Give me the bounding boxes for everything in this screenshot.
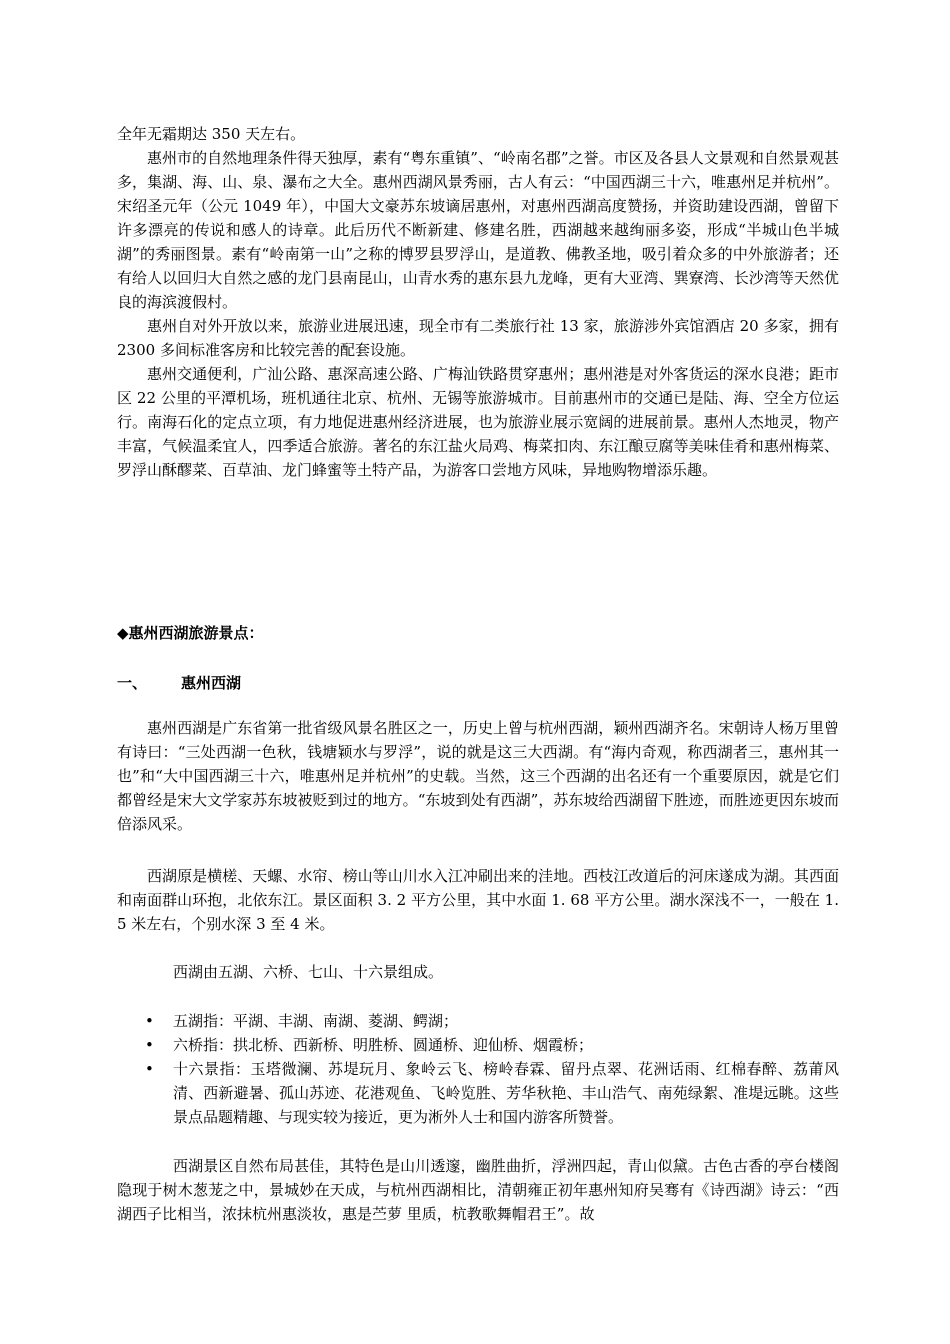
westlake-paragraph-3 (117, 960, 839, 984)
list-item (117, 1009, 839, 1033)
westlake-paragraph-1 (117, 716, 839, 836)
intro-paragraph-3: 惠州交通便利，广汕公路、惠深高速公路、广梅汕铁路贯穿惠州；惠州港是对外客货运的深水良港；距市区 22 公里的平潭机场，班机通往北京、杭州、无锡等旅游城市。目前惠州市的交通已是陆、海、空全方位运行。南海石化的定点立项，有力地促进惠州经济进展，也为旅游业展示宽阔的进展前景。惠州人杰地灵，物产丰富，气候温柔宜人，四季适合旅游。著名的东江盐火局鸡、梅菜扣肉、东江酿豆腐等美味佳肴和惠州梅菜、罗浮山酥醪菜、百草油、龙门蜂蜜等土特产品，为游客口尝地方风味，异地购物增添乐趣。 (117, 365, 839, 479)
subsection-title: 惠州西湖 (181, 674, 242, 692)
westlake-list (117, 1009, 839, 1129)
list-item (117, 1033, 839, 1057)
intro-paragraph-1: 惠州市的自然地理条件得天独厚，素有“粤东重镇”、“岭南名郡”之誉。市区及各县人文景观和自然景观甚多，集湖、海、山、泉、瀑布之大全。惠州西湖风景秀丽，古人有云：“中国西湖三十六，唯惠州足并杭州”。宋绍圣元年（公元 1049 年），中国大文豪苏东坡谪居惠州，对惠州西湖高度赞扬，并资助建设西湖，曾留下许多漂亮的传说和感人的诗章。此后历代不断新建、修建名胜，西湖越来越绚丽多姿，形成“半城山色半城湖”的秀丽图景。素有“岭南第一山”之称的博罗县罗浮山，是道教、佛教圣地，吸引着众多的中外旅游者；还有给人以回归大自然之感的龙门县南昆山，山青水秀的惠东县九龙峰，更有大亚湾、巽寮湾、长沙湾等天然优良的海滨渡假村。 (117, 149, 839, 311)
bullet-icon: • (145, 1060, 154, 1078)
subsection-number: 一、 (117, 674, 148, 692)
intro-paragraph-0: 全年无霜期达 350 天左右。 (117, 125, 306, 143)
westlake-paragraph-3-text: 西湖由五湖、六桥、七山、十六景组成。 (173, 963, 444, 981)
subsection-heading (117, 672, 241, 694)
section-title: ◆惠州西湖旅游景点： (117, 624, 264, 642)
westlake-paragraph-4-text: 西湖景区自然布局甚佳，其特色是山川透邃，幽胜曲折，浮洲四起，青山似黛。古色古香的亭台楼阁隐现于树木葱茏之中，景城妙在天成，与杭州西湖相比，清朝雍正初年惠州知府吴骞有《诗西湖》诗云：“西湖西子比相当，浓抹杭州惠淡妆，惠是苎萝 里质，杭教歌舞帽君王”。故 (117, 1157, 839, 1223)
westlake-paragraph-4 (117, 1154, 839, 1226)
westlake-paragraph-2-text: 西湖原是横槎、天螺、水帘、榜山等山川水入江冲刷出来的洼地。西枝江改道后的河床遂成为湖。其西面和南面群山环抱，北依东江。景区面积 3. 2 平方公里，其中水面 1. 68 平方公里。湖水深浅不一，一般在 1. 5 米左右，个别水深 3 至 4 米。 (117, 867, 839, 933)
westlake-paragraph-2 (117, 864, 839, 936)
list-item (117, 1057, 839, 1129)
bullet-icon: • (145, 1036, 154, 1054)
list-item-text: 十六景指：玉塔微澜、苏堤玩月、象岭云飞、榜岭春霖、留丹点翠、花洲话雨、红棉春醉、荔莆风清、西新避暑、孤山苏迹、花港观鱼、飞岭览胜、芳华秋艳、丰山浩气、南苑绿絮、准堤远眺。这些景点品题精趣、与现实较为接近，更为淅外人士和国内游客所赞誉。 (173, 1060, 839, 1126)
list-item-text: 五湖指：平湖、丰湖、南湖、菱湖、鳄湖； (173, 1012, 459, 1030)
westlake-paragraph-1-text: 惠州西湖是广东省第一批省级风景名胜区之一，历史上曾与杭州西湖，颖州西湖齐名。宋朝诗人杨万里曾有诗曰：“三处西湖一色秋，钱塘颖水与罗浮”，说的就是这三大西湖。有“海内奇观，称西湖者三，惠州其一也”和“大中国西湖三十六，唯惠州足并杭州”的史载。当然，这三个西湖的出名还有一个重要原因，就是它们都曾经是宋大文学家苏东坡被贬到过的地方。“东坡到处有西湖”，苏东坡给西湖留下胜迹，而胜迹更因东坡而倍添风采。 (117, 719, 839, 833)
intro-section (117, 122, 839, 482)
intro-paragraph-2: 惠州自对外开放以来，旅游业进展迅速，现全市有二类旅行社 13 家，旅游涉外宾馆酒店 20 多家，拥有 2300 多间标准客房和比较完善的配套设施。 (117, 317, 839, 359)
bullet-icon: • (145, 1012, 154, 1030)
list-item-text: 六桥指：拱北桥、西新桥、明胜桥、圆通桥、迎仙桥、烟霞桥； (173, 1036, 594, 1054)
